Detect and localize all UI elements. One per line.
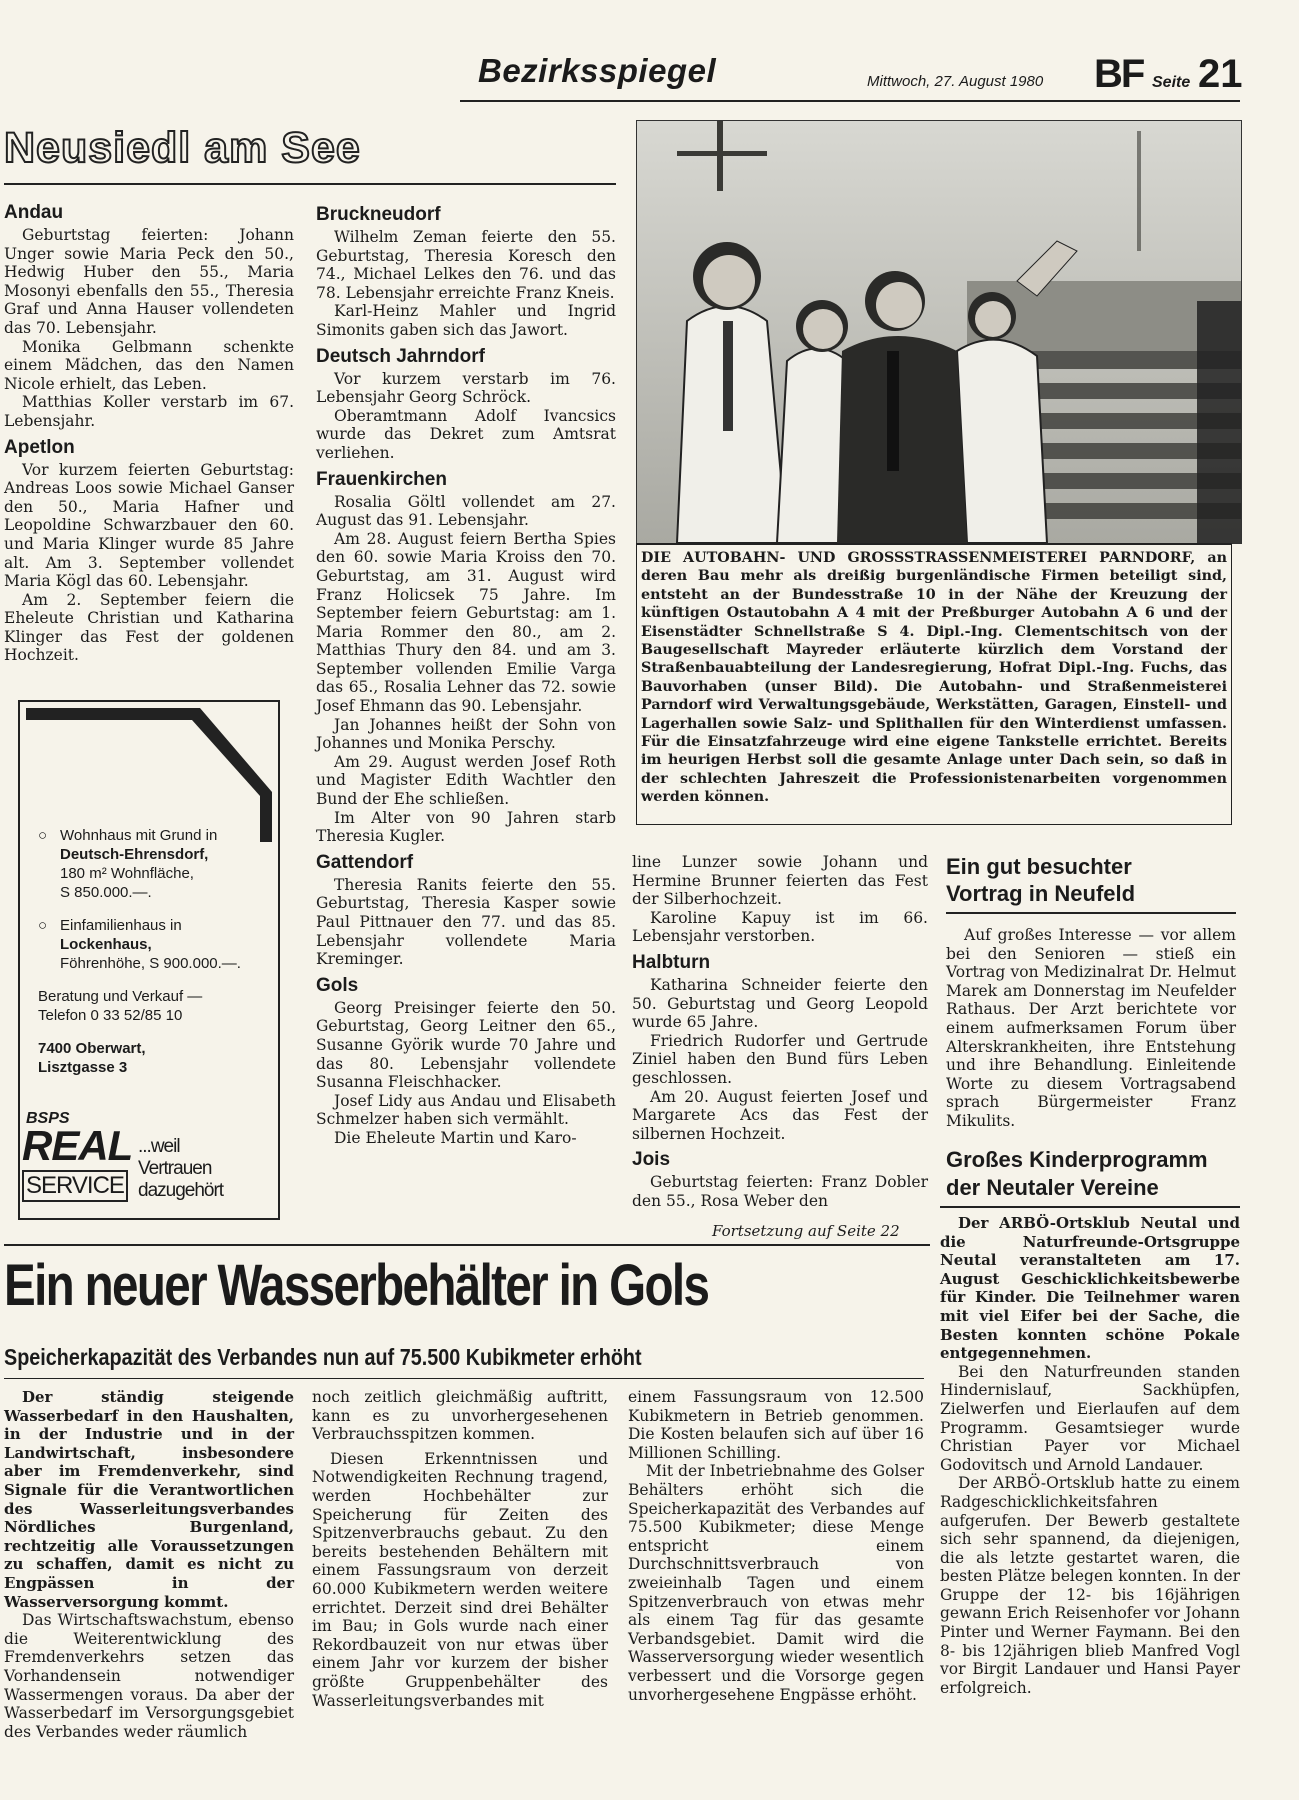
header-rule [460, 100, 1240, 102]
neufeld-headline-line2: Vortrag in Neufeld [946, 881, 1136, 906]
region-title: Neusiedl am See [4, 124, 361, 172]
news-column-1 [4, 196, 294, 665]
town-heading: Gattendorf [316, 851, 414, 873]
news-item: Am 28. August feiern Bertha Spies den 60. sowie Maria Kroiss den 70. Geburtstag, am 31. August wird Franz Holicsek 75 Jahre. Im September feiern Geburtstag: am 1. Maria Rommer den 80., am 2. Matthias Thury den 84. und am 3. September vollenden Emilie Varga das 65., Rosalia Lehner das 72. sowie Josef Ehmann das 90. Lebensjahr. [316, 529, 616, 716]
ad-item1-price: S 850.000.—. [60, 884, 152, 901]
news-column-2 [316, 198, 616, 1148]
ad-address [38, 1039, 274, 1077]
news-item: Vor kurzem feierten Geburtstag: Andreas Loos sowie Michael Ganser den 50., Maria Hafner und Leopoldine Schwarzbauer den 60. und Maria Klinger wurde 85 Jahre alt. Am 3. September vollendet Maria Kögl das 60. Lebensjahr. [4, 460, 294, 591]
news-item: Karoline Kapuy ist im 66. Lebensjahr verstorben. [632, 908, 928, 946]
ad-brand-small: BSPS [26, 1110, 70, 1127]
news-item: Monika Gelbmann schenkte einem Mädchen, das den Namen Nicole erhielt, das Leben. [4, 337, 294, 393]
news-item: Georg Preisinger feierte den 50. Geburtstag, Georg Leitner den 65., Susanne Györik wurde 70 Jahre und das 80. Lebensjahr vollendete Susanna Fleischhacker. [316, 998, 616, 1092]
news-item: Am 2. September feiern die Eheleute Christian und Katharina Klinger das Fest der goldenen Hochzeit. [4, 590, 294, 665]
news-item: Oberamtmann Adolf Ivancsics wurde das Dekret zum Amtsrat verliehen. [316, 406, 616, 462]
continued-note: Fortsetzung auf Seite 22 [712, 1222, 900, 1240]
kinder-paragraph-1: Bei den Naturfreunden standen Hindernislauf, Sackhüpfen, Zielwerfen und Eierlaufen auf dem Programm. Gesamtsieger wurde Christian Payer vor Michael Godovitsch und Arnold Landauer. [940, 1362, 1240, 1474]
news-item: line Lunzer sowie Johann und Hermine Brunner feierten das Fest der Silberhochzeit. [632, 853, 928, 909]
main-lead: Der ständig steigende Wasserbedarf in den Haushalten, in der Industrie und in der Landwirtschaft, insbesondere aber im Fremdenverkehr, sind Signale für die Verantwortlichen des Wasserleitungsverbandes Nördliches Burgenland, rechtzeitig alle Voraussetzungen zu schaffen, damit es nicht zu Engpässen in der Wasserversorgung kommt. [4, 1388, 294, 1611]
neufeld-rule [946, 912, 1236, 914]
ad-item2-detail: Föhrenhöhe, S 900.000.—. [60, 955, 241, 972]
town-heading: Bruckneudorf [316, 204, 441, 225]
town-heading: Frauenkirchen [316, 468, 447, 490]
ad-slogan-3: dazugehört [138, 1180, 224, 1201]
ad-item1-detail: 180 m² Wohnfläche, [60, 865, 194, 882]
main-article-col-1 [4, 1388, 294, 1741]
kinder-lead: Der ARBÖ-Ortsklub Neutal und die Naturfreunde-Ortsgruppe Neutal veranstalteten am 17. August Geschicklichkeitsbewerbe für Kinder. Die Teilnehmer waren mit viel Eifer bei der Sache, die Besten konnten schöne Pokale entgegennehmen. [940, 1214, 1240, 1363]
news-item: Rosalia Göltl vollendet am 27. August das 91. Lebensjahr. [316, 492, 616, 530]
kinder-body [940, 1214, 1240, 1697]
page-number: 21 [1198, 52, 1243, 96]
photo-illustration [637, 121, 1241, 543]
news-item: Am 20. August feierten Josef und Margarete Acs das Fest der silbernen Hochzeit. [632, 1087, 928, 1143]
kinder-rule [940, 1206, 1240, 1208]
ad-corner-graphic [20, 702, 278, 842]
town-heading: Apetlon [4, 436, 75, 458]
main-col3-paragraph-2: Mit der Inbetriebnahme des Golser Behälters erhöht sich die Speicherkapazität des Verbandes auf 75.500 Kubikmeter; diese Menge entspricht einem Durchschnittsverbrauch von zweieinhalb Tagen und einem Spitzenverbrauch von etwas mehr als einem Tag für das gesamte Verbandsgebiet. Damit wird die Wasserversorgung wieder wesentlich verbessert und die Vorsorge gegen unvorhergesehene Engpässe erhöht. [628, 1462, 924, 1704]
ad-address-line1: 7400 Oberwart, [38, 1040, 146, 1057]
neufeld-headline [946, 853, 1236, 907]
ad-contact [38, 987, 274, 1025]
main-article-top-rule [4, 1244, 930, 1246]
main-sub-rule [4, 1378, 924, 1379]
news-item: Karl-Heinz Mahler und Ingrid Simonits gaben sich das Jawort. [316, 302, 616, 339]
main-article-col-2 [312, 1388, 608, 1710]
kinder-headline [946, 1146, 1246, 1202]
page-label: Seite [1152, 74, 1191, 91]
news-item: Matthias Koller verstarb im 67. Lebensjahr. [4, 393, 294, 430]
ad-slogan-1: ...weil [138, 1136, 180, 1157]
main-col2-paragraph-2: Diesen Erkenntnissen und Notwendigkeiten Rechnung tragend, werden Hochbehälter zur Speicherung für Zeiten des Spitzenverbrauchs gebaut. Zu den bereits bestehenden Behältern mit einem Fassungsraum von derzeit 60.000 Kubikmetern werden weitere errichtet. Derzeit sind drei Behälter im Bau; in Gols wurde nach einer Rekordbauzeit von nur etwas über einem Jahr vor kurzem der bisher größte Gruppenbehälter des Wasserleitungsverbandes mit [312, 1449, 608, 1710]
bullet-icon: ○ [38, 917, 48, 934]
news-item: Friedrich Rudorfer und Gertrude Ziniel haben den Bund fürs Leben geschlossen. [632, 1031, 928, 1087]
town-heading: Deutsch Jahrndorf [316, 345, 485, 367]
newspaper-logo: BF [1094, 52, 1144, 96]
main-subheadline: Speicherkapazität des Verbandes nun auf 75.500 Kubikmeter erhöht [4, 1344, 642, 1370]
news-item: Theresia Ranits feierte den 55. Geburtstag, Theresia Kasper sowie Paul Pittnauer den 77. und das 85. Lebensjahr vollendete Maria Kreminger. [316, 875, 616, 969]
neufeld-headline-line1: Ein gut besuchter [946, 854, 1132, 879]
ad-item2-place: Lockenhaus, [60, 936, 152, 953]
news-item: Jan Johannes heißt der Sohn von Johannes und Monika Perschy. [316, 715, 616, 753]
ad-item2-line1: Einfamilienhaus in [60, 917, 182, 934]
ad-slogan [138, 1136, 223, 1202]
section-title: Bezirksspiegel [478, 52, 717, 89]
ad-item1-line1: Wohnhaus mit Grund in [60, 827, 218, 844]
main-col1-paragraph: Das Wirtschaftswachstum, ebenso die Weiterentwicklung des Fremdenverkehrs setzen das Vorhandensein notwendiger Wassermengen voraus. Da aber der Wasserbedarf im Versorgungsgebiet des Verbandes weder räumlich [4, 1611, 294, 1741]
town-heading: Jois [632, 1149, 671, 1171]
real-estate-ad [18, 700, 280, 1220]
town-heading: Halbturn [632, 951, 711, 973]
news-item: Im Alter von 90 Jahren starb Theresia Kugler. [316, 808, 616, 846]
neufeld-body: Auf großes Interesse — vor allem bei den Senioren — stieß ein Vortrag von Medizinalrat Dr. Helmut Marek am Donnerstag im Neufelder Rathaus. Der Arzt berichtete vor einem aufmerksamen Forum über Alterskrankheiten, ihre Entstehung und ihre Behandlung. Einleitende Worte zu diesem Vortragsabend sprach Bürgermeister Franz Mikulits. [946, 926, 1236, 1130]
news-item: Katharina Schneider feierte den 50. Geburtstag und Georg Leopold wurde 65 Jahre. [632, 975, 928, 1032]
ad-contact-phone: Telefon 0 33 52/85 10 [38, 1007, 183, 1024]
photo-caption: DIE AUTOBAHN- UND GROSSSTRASSENMEISTEREI PARNDORF, an deren Bau mehr als dreißig burgenländische Firmen beteiligt sind, entsteht an der Bundesstraße 10 in der Nähe der Kreuzung der künftigen Ostautobahn A 4 mit der Preßburger Autobahn A 6 und der Eisenstädter Schnellstraße S 4. Dipl.-Ing. Clementschitsch von der Baugesellschaft Mayreder erläuterte kürzlich dem Vorstand der Straßenbauabteilung der Landesregierung, Hofrat Dipl.-Ing. Fuchs, das Bauvorhaben (unser Bild). Die Autobahn- und Straßenmeisterei Parndorf wird Verwaltungsgebäude, Werkstätten, Garagen, Einstell- und Lagerhallen sowie Salz- und Splithallen für den Winterdienst umfassen. Für die Einsatzfahrzeuge wird eine eigene Tankstelle errichtet. Bereits im heurigen Herbst soll die gesamte Anlage unter Dach sein, so daß in der schlechten Jahreszeit die Professionistenarbeiten vorgenommen werden können. [636, 543, 1232, 825]
news-item: Josef Lidy aus Andau und Elisabeth Schmelzer haben sich vermählt. [316, 1091, 616, 1129]
bullet-icon: ○ [38, 827, 48, 844]
construction-photo [636, 120, 1242, 544]
news-column-3 [632, 853, 928, 1211]
ad-brand-service: SERVICE [22, 1170, 128, 1202]
news-item: Die Eheleute Martin und Karo- [334, 1128, 577, 1147]
region-rule [4, 183, 616, 185]
kinder-headline-line2: der Neutaler Vereine [946, 1175, 1159, 1200]
ad-listing-1 [38, 826, 274, 902]
ad-brand-real: REAL [22, 1122, 133, 1169]
main-headline: Ein neuer Wasserbehälter in Gols [4, 1253, 709, 1318]
news-item: Geburtstag feierten: Franz Dobler den 55., Rosa Weber den [632, 1173, 928, 1210]
issue-date: Mittwoch, 27. August 1980 [867, 73, 1044, 90]
main-col2-paragraph-1: noch zeitlich gleichmäßig auftritt, kann es zu unvorhergesehenen Verbrauchsspitzen kommen. [312, 1388, 608, 1444]
ad-contact-line1: Beratung und Verkauf — [38, 988, 203, 1005]
ad-item1-place: Deutsch-Ehrensdorf, [60, 846, 209, 863]
main-col3-paragraph-1: einem Fassungsraum von 12.500 Kubikmetern in Betrieb genommen. Die Kosten belaufen sich auf über 16 Millionen Schilling. [628, 1388, 924, 1462]
ad-listing-2 [38, 916, 274, 973]
ad-slogan-2: Vertrauen [138, 1158, 212, 1179]
town-heading: Andau [4, 202, 64, 223]
main-article-col-3 [628, 1388, 924, 1704]
ad-address-line2: Lisztgasse 3 [38, 1059, 128, 1076]
kinder-paragraph-2: Der ARBÖ-Ortsklub hatte zu einem Radgeschicklichkeitsfahren aufgerufen. Der Bewerb gestaltete sich sehr spannend, da diejenigen, die als letzte gestartet waren, die besten Plätze belegen konnten. In der Gruppe der 12- bis 16jährigen gewann Erich Reisenhofer vor Johann Pinter und Werner Faymann. Bei den 8- bis 12jährigen blieb Manfred Vogl vor Birgit Landauer und Hansi Payer erfolgreich. [940, 1474, 1240, 1697]
news-item: Am 29. August werden Josef Roth und Magister Edith Wachtler den Bund der Ehe schließen. [316, 752, 616, 809]
news-item: Geburtstag feierten: Johann Unger sowie Maria Peck den 50., Hedwig Huber den 55., Maria Mosonyi ebenfalls den 55., Theresia Graf und Anna Hauser vollendeten das 70. Lebensjahr. [4, 226, 294, 337]
kinder-headline-line1: Großes Kinderprogramm [946, 1147, 1208, 1172]
town-heading: Gols [316, 974, 359, 996]
news-item: Wilhelm Zeman feierte den 55. Geburtstag, Theresia Koresch den 74., Michael Lelkes den 76. und das 78. Lebensjahr erreichte Franz Kneis. [316, 228, 616, 302]
news-item: Vor kurzem verstarb im 76. Lebensjahr Georg Schröck. [316, 369, 616, 407]
